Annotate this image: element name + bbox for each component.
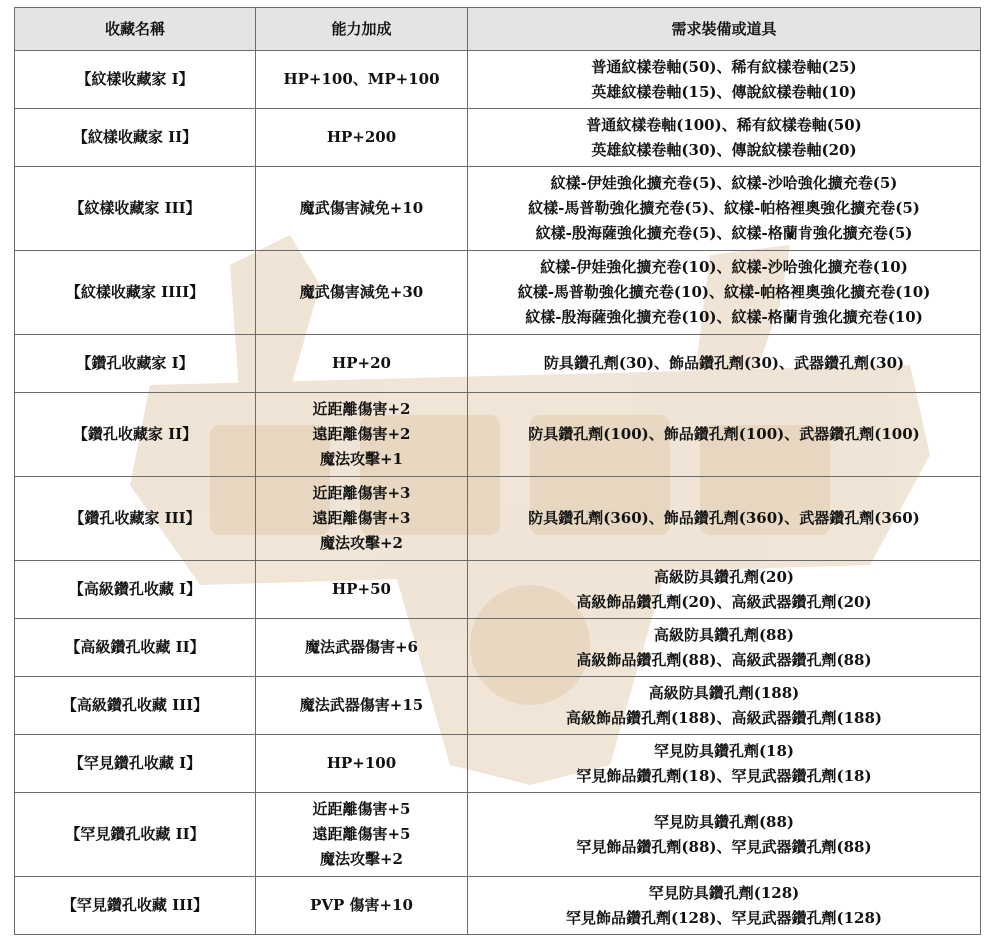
bonus-line: 魔法攻擊+2 (319, 534, 403, 552)
collection-name: 【罕見鑽孔收藏 III】 (15, 877, 256, 935)
requirement-line: 紋樣-馬普勒強化擴充卷(10)、紋樣-帕格裡奧強化擴充卷(10) (517, 283, 931, 301)
requirement-line: 罕見飾品鑽孔劑(88)、罕見武器鑽孔劑(88) (576, 837, 872, 856)
table-row (15, 677, 981, 735)
bonus-line: 遠距離傷害+5 (312, 825, 411, 843)
bonus-line: 魔法武器傷害+6 (304, 638, 418, 656)
ability-bonus (256, 793, 468, 877)
ability-bonus (256, 561, 468, 619)
bonus-line: HP+20 (332, 354, 391, 372)
requirement-line: 高級防具鑽孔劑(88) (653, 625, 795, 644)
collection-name: 【紋樣收藏家 II】 (15, 109, 256, 167)
bonus-line: HP+100、MP+100 (283, 70, 440, 88)
collection-name: 【鑽孔收藏家 III】 (15, 477, 256, 561)
header-row (15, 8, 981, 51)
collection-name: 【高級鑽孔收藏 II】 (15, 619, 256, 677)
table-row (15, 335, 981, 393)
ability-bonus (256, 677, 468, 735)
requirement-line: 高級飾品鑽孔劑(20)、高級武器鑽孔劑(20) (576, 592, 872, 611)
requirement-line: 罕見防具鑽孔劑(18) (653, 741, 795, 760)
bonus-line: HP+200 (326, 128, 397, 146)
table-row (15, 877, 981, 935)
requirement-line: 紋樣-殷海薩強化擴充卷(5)、紋樣-格蘭肯強化擴充卷(5) (535, 224, 913, 242)
requirement-line: 紋樣-殷海薩強化擴充卷(10)、紋樣-格蘭肯強化擴充卷(10) (525, 308, 923, 326)
requirement-line: 高級飾品鑽孔劑(88)、高級武器鑽孔劑(88) (576, 650, 872, 669)
table-row (15, 393, 981, 477)
bonus-line: 魔法攻擊+1 (319, 450, 403, 468)
table-row (15, 251, 981, 335)
ability-bonus (256, 477, 468, 561)
bonus-line: 魔法武器傷害+15 (299, 696, 424, 714)
requirement-items (468, 109, 981, 167)
bonus-line: 近距離傷害+5 (312, 800, 411, 818)
collection-name: 【紋樣收藏家 IIII】 (15, 251, 256, 335)
ability-bonus (256, 251, 468, 335)
bonus-line: 魔武傷害減免+30 (299, 283, 424, 301)
ability-bonus (256, 619, 468, 677)
requirement-line: 紋樣-伊娃強化擴充卷(10)、紋樣-沙哈強化擴充卷(10) (540, 258, 908, 276)
requirement-line: 罕見防具鑽孔劑(128) (648, 883, 800, 902)
requirement-items (468, 251, 981, 335)
collection-table (14, 7, 981, 935)
table-body (15, 51, 981, 935)
requirement-items (468, 393, 981, 477)
ability-bonus (256, 167, 468, 251)
bonus-line: HP+50 (332, 580, 391, 598)
requirement-line: 英雄紋樣卷軸(30)、傳說紋樣卷軸(20) (591, 140, 857, 159)
bonus-line: PVP 傷害+10 (310, 896, 413, 914)
header-name: 收藏名稱 (15, 8, 256, 51)
collection-name: 【紋樣收藏家 III】 (15, 167, 256, 251)
requirement-line: 罕見防具鑽孔劑(88) (653, 812, 795, 831)
collection-name: 【罕見鑽孔收藏 II】 (15, 793, 256, 877)
bonus-line: 魔法攻擊+2 (319, 850, 403, 868)
requirement-line: 罕見飾品鑽孔劑(18)、罕見武器鑽孔劑(18) (576, 766, 872, 785)
table-row (15, 109, 981, 167)
requirement-line: 高級防具鑽孔劑(20) (653, 567, 795, 586)
ability-bonus (256, 109, 468, 167)
ability-bonus (256, 735, 468, 793)
bonus-line: 魔武傷害減免+10 (299, 199, 424, 217)
requirement-line: 防具鑽孔劑(100)、飾品鑽孔劑(100)、武器鑽孔劑(100) (528, 425, 920, 443)
collection-name: 【鑽孔收藏家 I】 (15, 335, 256, 393)
requirement-line: 高級飾品鑽孔劑(188)、高級武器鑽孔劑(188) (565, 708, 882, 727)
bonus-line: 近距離傷害+2 (312, 400, 411, 418)
collection-name: 【高級鑽孔收藏 III】 (15, 677, 256, 735)
requirement-items (468, 477, 981, 561)
table-row (15, 735, 981, 793)
requirement-items (468, 167, 981, 251)
requirement-line: 防具鑽孔劑(30)、飾品鑽孔劑(30)、武器鑽孔劑(30) (543, 354, 905, 372)
bonus-line: HP+100 (326, 754, 397, 772)
collection-name: 【罕見鑽孔收藏 I】 (15, 735, 256, 793)
header-bonus: 能力加成 (256, 8, 468, 51)
ability-bonus (256, 877, 468, 935)
collection-name: 【紋樣收藏家 I】 (15, 51, 256, 109)
requirement-items (468, 335, 981, 393)
requirement-line: 防具鑽孔劑(360)、飾品鑽孔劑(360)、武器鑽孔劑(360) (528, 509, 920, 527)
requirement-line: 英雄紋樣卷軸(15)、傳說紋樣卷軸(10) (591, 82, 857, 101)
collection-name: 【高級鑽孔收藏 I】 (15, 561, 256, 619)
table-row (15, 477, 981, 561)
collection-name: 【鑽孔收藏家 II】 (15, 393, 256, 477)
requirement-items (468, 735, 981, 793)
requirement-items (468, 877, 981, 935)
requirement-items (468, 793, 981, 877)
requirement-items (468, 561, 981, 619)
bonus-line: 遠距離傷害+2 (312, 425, 411, 443)
requirement-items (468, 619, 981, 677)
requirement-items (468, 677, 981, 735)
requirement-line: 普通紋樣卷軸(100)、稀有紋樣卷軸(50) (586, 115, 862, 134)
table-row (15, 167, 981, 251)
requirement-items (468, 51, 981, 109)
ability-bonus (256, 51, 468, 109)
ability-bonus (256, 393, 468, 477)
ability-bonus (256, 335, 468, 393)
bonus-line: 近距離傷害+3 (312, 484, 411, 502)
requirement-line: 普通紋樣卷軸(50)、稀有紋樣卷軸(25) (591, 57, 857, 76)
requirement-line: 高級防具鑽孔劑(188) (648, 683, 800, 702)
table-row (15, 51, 981, 109)
requirement-line: 紋樣-馬普勒強化擴充卷(5)、紋樣-帕格裡奧強化擴充卷(5) (528, 199, 920, 217)
requirement-line: 罕見飾品鑽孔劑(128)、罕見武器鑽孔劑(128) (565, 908, 882, 927)
table-row (15, 793, 981, 877)
table-row (15, 619, 981, 677)
header-requirement: 需求裝備或道具 (468, 8, 981, 51)
bonus-line: 遠距離傷害+3 (312, 509, 411, 527)
table-row (15, 561, 981, 619)
requirement-line: 紋樣-伊娃強化擴充卷(5)、紋樣-沙哈強化擴充卷(5) (550, 174, 898, 192)
